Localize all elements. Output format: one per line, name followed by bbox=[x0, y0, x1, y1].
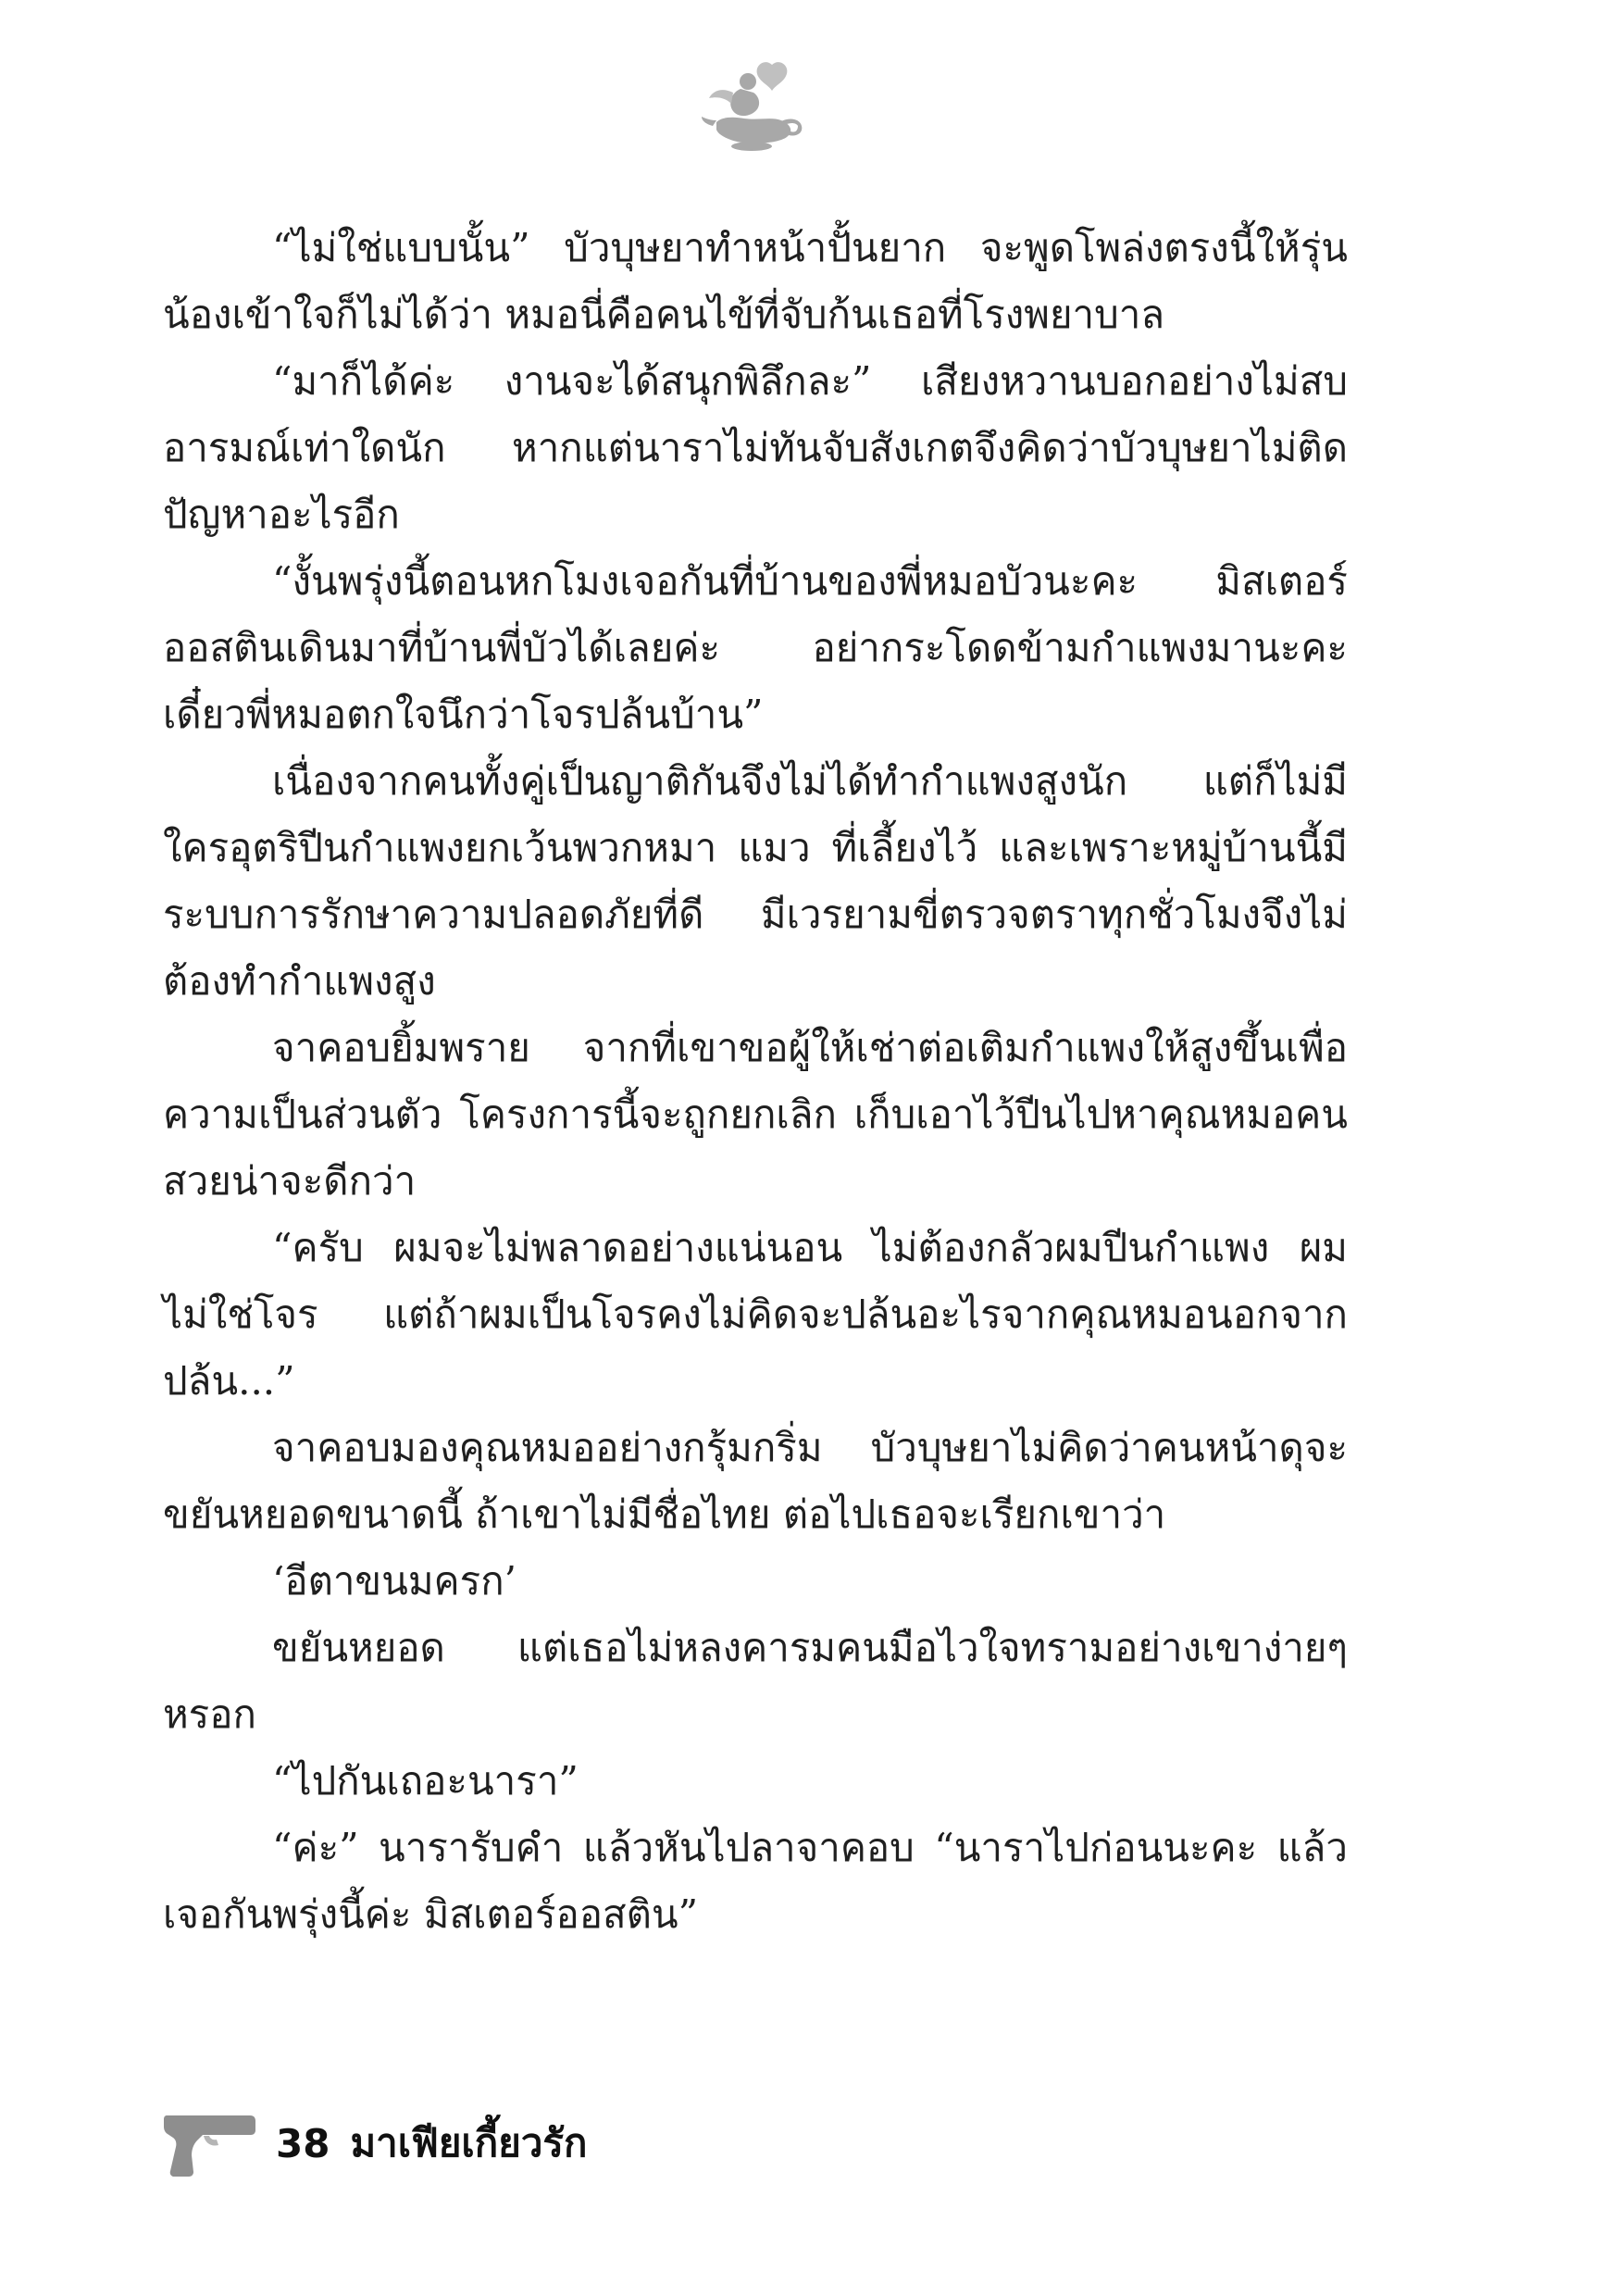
book-title: มาเฟียเกี้ยวรัก bbox=[350, 2120, 588, 2165]
paragraph: จาคอบมองคุณหมออย่างกรุ้มกริ่ม บัวบุษยาไม่คิดว่าคนหน้าดุจะขยันหยอดขนาดนี้ ถ้าเขาไม่มีชื่อไทย ต่อไปเธอจะเรียกเขาว่า bbox=[163, 1425, 1348, 1537]
page-number: 38 bbox=[276, 2120, 330, 2166]
page-footer bbox=[163, 2102, 587, 2185]
paragraph: ขยันหยอด แต่เธอไม่หลงคารมคนมือไวใจทรามอย่างเขาง่ายๆหรอก bbox=[163, 1625, 1348, 1737]
paragraph: จาคอบยิ้มพราย จากที่เขาขอผู้ให้เช่าต่อเติมกำแพงให้สูงขึ้นเพื่อความเป็นส่วนตัว โครงการนี้จะถูกยกเลิก เก็บเอาไว้ปีนไปหาคุณหมอคนสวยน่าจะดีกว่า bbox=[163, 1025, 1348, 1204]
paragraph: “ไม่ใช่แบบนั้น” บัวบุษยาทำหน้าปั้นยาก จะพูดโพล่งตรงนี้ให้รุ่นน้องเข้าใจก็ไม่ได้ว่า หมอนี่คือคนไข้ที่จับก้นเธอที่โรงพยาบาล bbox=[163, 225, 1348, 337]
paragraph: “งั้นพรุ่งนี้ตอนหกโมงเจอกันที่บ้านของพี่หมอบัวนะคะ มิสเตอร์ออสตินเดินมาที่บ้านพี่บัวได้เลยค่ะ อย่ากระโดดข้ามกำแพงมานะคะเดี๋ยวพี่หมอตกใจนึกว่าโจรปล้นบ้าน” bbox=[163, 558, 1348, 737]
paragraph: “ไปกันเถอะนารา” bbox=[272, 1758, 579, 1803]
paragraph: ‘อีตาขนมครก’ bbox=[272, 1558, 517, 1603]
paragraph: “มาก็ได้ค่ะ งานจะได้สนุกพิลึกละ” เสียงหวานบอกอย่างไม่สบอารมณ์เท่าใดนัก หากแต่นาราไม่ทันจับสังเกตจึงคิดว่าบัวบุษยาไม่ติดปัญหาอะไรอีก bbox=[163, 358, 1348, 537]
cupid-lamp-icon bbox=[700, 56, 811, 167]
chapter-text bbox=[163, 215, 1348, 1948]
pistol-icon bbox=[163, 2110, 257, 2177]
paragraph: เนื่องจากคนทั้งคู่เป็นญาติกันจึงไม่ได้ทำกำแพงสูงนัก แต่ก็ไม่มีใครอุตริปีนกำแพงยกเว้นพวกหมา แมว ที่เลี้ยงไว้ และเพราะหมู่บ้านนี้มีระบบการรักษาความปลอดภัยที่ดี มีเวรยามขี่ตรวจตราทุกชั่วโมงจึงไม่ต้องทำกำแพงสูง bbox=[163, 758, 1348, 1004]
paragraph: “ครับ ผมจะไม่พลาดอย่างแน่นอน ไม่ต้องกลัวผมปีนกำแพง ผมไม่ใช่โจร แต่ถ้าผมเป็นโจรคงไม่คิดจะปล้นอะไรจากคุณหมอนอกจากปล้น...” bbox=[163, 1225, 1348, 1404]
paragraph: “ค่ะ” นารารับคำ แล้วหันไปลาจาคอบ “นาราไปก่อนนะคะ แล้วเจอกันพรุ่งนี้ค่ะ มิสเตอร์ออสติน” bbox=[163, 1825, 1348, 1937]
